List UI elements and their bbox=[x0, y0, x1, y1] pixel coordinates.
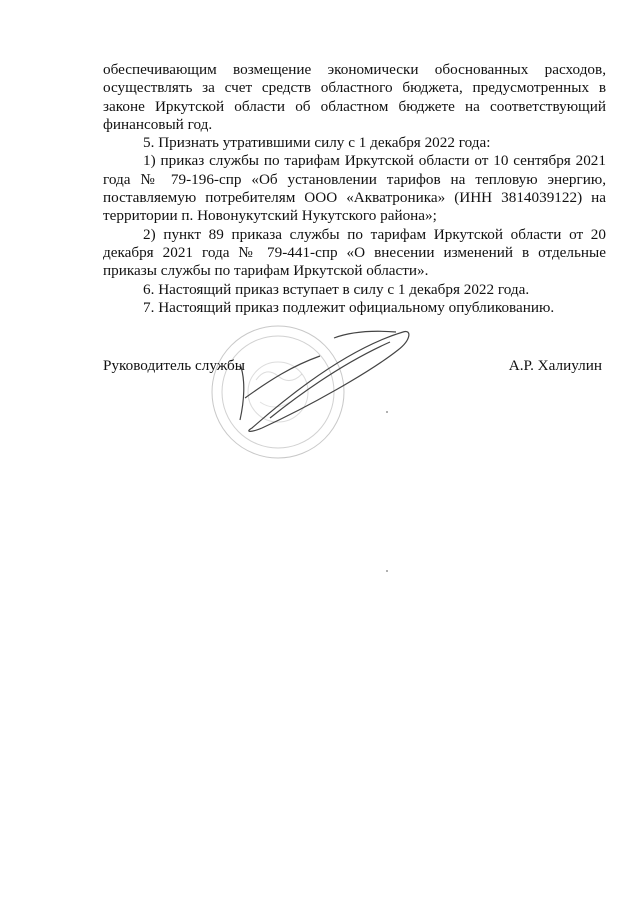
paragraph-budget: обеспечивающим возмещение экономически обоснованных расходов, осуществлять за счет средств областного бюджета, предусмотренных в законе Иркутской области об областном бюджете на соответствующий финансовый год. bbox=[103, 61, 606, 133]
scan-speck bbox=[386, 570, 388, 572]
paragraph-5: 5. Признать утратившими силу с 1 декабря 2022 года: bbox=[143, 134, 491, 152]
signatory-name: А.Р. Халиулин bbox=[508, 357, 602, 374]
paragraph-7: 7. Настоящий приказ подлежит официальному опубликованию. bbox=[143, 298, 555, 316]
official-stamp-and-signature bbox=[200, 320, 412, 460]
paragraph-6: 6. Настоящий приказ вступает в силу с 1 декабря 2022 года. bbox=[143, 280, 530, 298]
signatory-role: Руководитель службы bbox=[103, 357, 245, 374]
paragraph-5-item-1: 1) приказ службы по тарифам Иркутской области от 10 сентября 2021 года № 79-196-спр «Об установлении тарифов на тепловую энергию, поставляемую потребителям ООО «Акватроника» (ИНН 3814039122) на территории п. Новонукутский Нукутского района»; bbox=[103, 152, 606, 225]
paragraph-5-item-2: 2) пункт 89 приказа службы по тарифам Иркутской области от 20 декабря 2021 года № 79-441-спр «О внесении изменений в отдельные приказы службы по тарифам Иркутской области». bbox=[103, 225, 606, 280]
scan-speck bbox=[386, 411, 388, 413]
document-body bbox=[103, 61, 606, 317]
